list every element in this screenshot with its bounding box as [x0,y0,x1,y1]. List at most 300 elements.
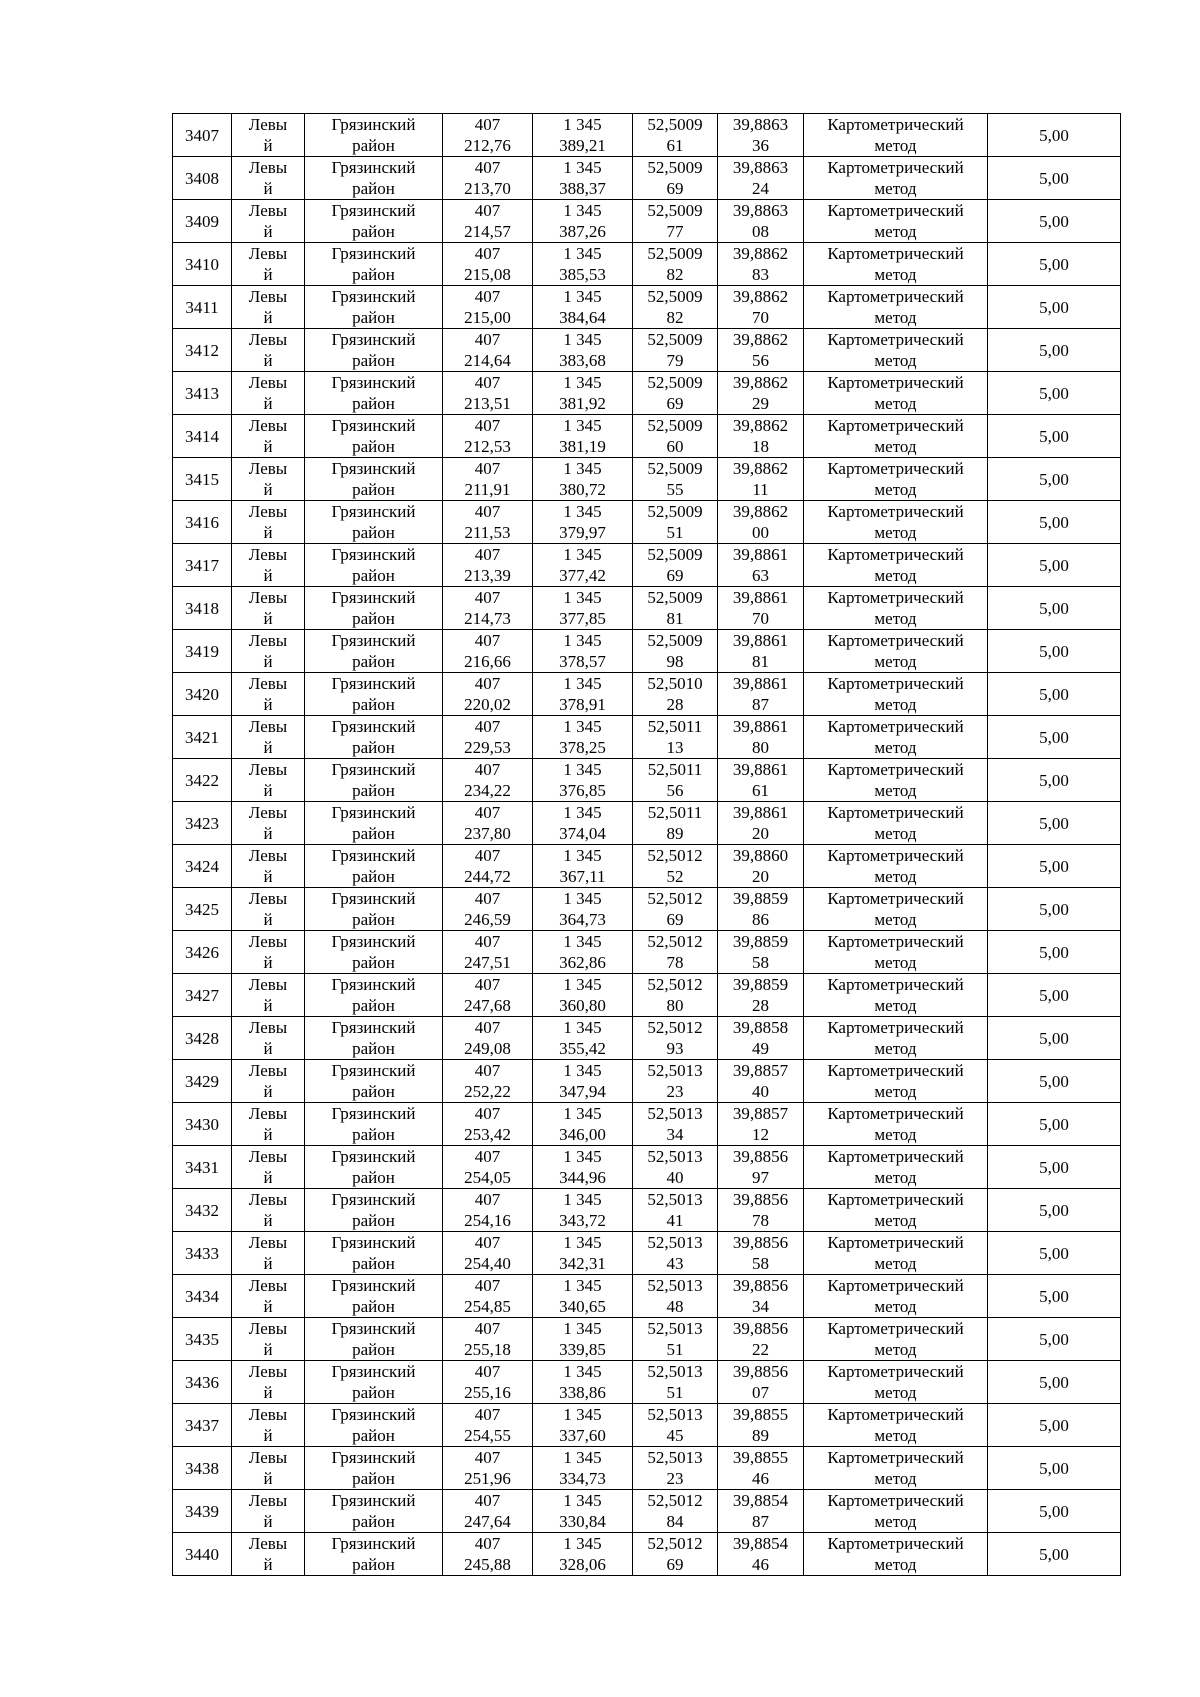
coord-x-line-1: 407 [474,631,501,650]
latitude-line-1: 52,5009 [647,201,703,220]
coord-y-line-1: 1 345 [563,1276,602,1295]
coord-y-line-1: 1 345 [563,373,602,392]
method-line-1: Картометрический [827,1362,964,1381]
longitude-line-1: 39,8863 [732,115,789,134]
district-line-1: Грязинский [331,1233,416,1252]
coord-x-cell [443,415,533,458]
coord-x-line-2: 215,00 [464,308,511,327]
bank-side-line-1: Левы [248,201,288,220]
district-line-2: район [352,437,395,456]
coord-y-cell [533,1533,633,1576]
coord-y-line-1: 1 345 [563,932,602,951]
method-line-2: метод [874,996,917,1015]
coord-y-line-1: 1 345 [563,502,602,521]
coord-y-line-2: 378,91 [559,695,606,714]
point-number-cell [173,587,232,630]
bank-side-line-1: Левы [248,631,288,650]
longitude-line-2: 87 [752,1512,769,1531]
district-cell [305,630,443,673]
point-number: 3440 [185,1544,219,1564]
coord-x-cell [443,1189,533,1232]
method-line-1: Картометрический [827,1448,964,1467]
bank-side-line-2: й [263,566,273,585]
district-line-1: Грязинский [331,1061,416,1080]
coord-x-line-2: 211,53 [464,523,511,542]
district-cell [305,1146,443,1189]
coord-y-cell [533,1017,633,1060]
coord-y-line-2: 387,26 [559,222,606,241]
table-row [173,200,1121,243]
longitude-line-1: 39,8862 [732,373,789,392]
method-line-2: метод [874,394,917,413]
bank-side-cell [232,243,305,286]
point-number: 3419 [185,641,219,661]
coord-x-line-1: 407 [474,803,501,822]
longitude-line-1: 39,8857 [732,1104,789,1123]
method-line-1: Картометрический [827,115,964,134]
method-line-1: Картометрический [827,201,964,220]
latitude-line-1: 52,5012 [647,975,703,994]
district-line-2: район [352,695,395,714]
table-row [173,458,1121,501]
longitude-line-2: 22 [752,1340,769,1359]
bank-side-line-1: Левы [248,459,288,478]
coord-x-line-1: 407 [474,416,501,435]
bank-side-line-2: й [263,1340,273,1359]
bank-side-line-2: й [263,867,273,886]
bank-side-cell [232,716,305,759]
latitude-line-2: 51 [666,1383,684,1402]
coord-x-line-1: 407 [474,287,501,306]
table-row [173,931,1121,974]
method-line-2: метод [874,1082,917,1101]
method-line-1: Картометрический [827,1104,964,1123]
longitude-cell [718,1490,804,1533]
longitude-line-1: 39,8862 [732,502,789,521]
coord-y-cell [533,845,633,888]
method-line-2: метод [874,1039,917,1058]
longitude-line-2: 86 [752,910,769,929]
point-number-cell [173,544,232,587]
longitude-cell [718,845,804,888]
longitude-line-1: 39,8861 [732,803,789,822]
coord-y-cell [533,1318,633,1361]
bank-side-line-1: Левы [248,1147,288,1166]
method-cell [804,630,988,673]
coord-y-line-1: 1 345 [563,975,602,994]
method-cell [804,1318,988,1361]
table-row [173,974,1121,1017]
method-line-1: Картометрический [827,459,964,478]
method-line-2: метод [874,867,917,886]
bank-side-cell [232,1490,305,1533]
district-cell [305,716,443,759]
point-number-cell [173,673,232,716]
method-line-1: Картометрический [827,846,964,865]
bank-side-line-1: Левы [248,244,288,263]
accuracy-value: 5,00 [1039,641,1069,661]
coord-x-cell [443,1275,533,1318]
latitude-cell [633,716,718,759]
method-line-1: Картометрический [827,1534,964,1553]
accuracy-value: 5,00 [1039,1458,1069,1478]
accuracy-value: 5,00 [1039,1114,1069,1134]
coord-y-cell [533,931,633,974]
method-line-2: метод [874,136,917,155]
coord-y-line-1: 1 345 [563,459,602,478]
coord-y-cell [533,1146,633,1189]
longitude-line-1: 39,8862 [732,330,789,349]
latitude-line-2: 69 [666,910,684,929]
coord-y-cell [533,716,633,759]
method-line-1: Картометрический [827,1147,964,1166]
accuracy-cell [988,1232,1121,1275]
longitude-line-1: 39,8856 [732,1147,789,1166]
method-line-2: метод [874,953,917,972]
district-line-2: район [352,480,395,499]
coord-x-cell [443,1361,533,1404]
latitude-line-1: 52,5011 [647,717,703,736]
bank-side-line-2: й [263,1297,273,1316]
longitude-line-1: 39,8861 [732,674,789,693]
coord-x-cell [443,845,533,888]
table-row [173,1533,1121,1576]
district-line-2: район [352,1340,395,1359]
method-line-1: Картометрический [827,1190,964,1209]
latitude-line-1: 52,5012 [647,846,703,865]
district-line-1: Грязинский [331,631,416,650]
coord-x-line-2: 249,08 [464,1039,511,1058]
district-cell [305,1189,443,1232]
accuracy-value: 5,00 [1039,1071,1069,1091]
coord-x-line-2: 213,70 [464,179,511,198]
latitude-cell [633,1060,718,1103]
longitude-line-1: 39,8863 [732,201,789,220]
method-line-2: метод [874,1125,917,1144]
method-cell [804,544,988,587]
table-row [173,114,1121,157]
longitude-line-2: 24 [752,179,769,198]
longitude-line-2: 58 [752,1254,769,1273]
coord-y-line-2: 381,92 [559,394,606,413]
accuracy-value: 5,00 [1039,168,1069,188]
coord-x-cell [443,759,533,802]
district-line-2: район [352,523,395,542]
method-cell [804,716,988,759]
latitude-line-2: 45 [666,1426,684,1445]
point-number-cell [173,759,232,802]
coord-x-line-1: 407 [474,932,501,951]
longitude-cell [718,630,804,673]
longitude-line-2: 20 [752,867,769,886]
coord-x-line-1: 407 [474,975,501,994]
coord-y-cell [533,372,633,415]
latitude-cell [633,1318,718,1361]
bank-side-line-1: Левы [248,760,288,779]
bank-side-cell [232,1232,305,1275]
coord-x-line-2: 251,96 [464,1469,511,1488]
bank-side-line-2: й [263,351,273,370]
longitude-cell [718,286,804,329]
accuracy-value: 5,00 [1039,1243,1069,1263]
table-row [173,372,1121,415]
accuracy-cell [988,1447,1121,1490]
longitude-line-1: 39,8862 [732,416,789,435]
bank-side-line-1: Левы [248,1276,288,1295]
longitude-line-1: 39,8856 [732,1233,789,1252]
table-row [173,673,1121,716]
table-row [173,888,1121,931]
longitude-line-2: 89 [752,1426,769,1445]
coord-x-line-2: 252,22 [464,1082,511,1101]
bank-side-line-2: й [263,265,273,284]
coord-x-line-2: 237,80 [464,824,511,843]
table-row [173,1404,1121,1447]
district-line-2: район [352,136,395,155]
method-line-1: Картометрический [827,717,964,736]
accuracy-value: 5,00 [1039,942,1069,962]
accuracy-cell [988,415,1121,458]
bank-side-line-2: й [263,480,273,499]
district-line-2: район [352,1125,395,1144]
coord-y-cell [533,1232,633,1275]
latitude-line-2: 78 [666,953,684,972]
method-line-1: Картометрический [827,803,964,822]
bank-side-line-2: й [263,781,273,800]
district-cell [305,544,443,587]
longitude-line-2: 70 [752,308,769,327]
table-row [173,329,1121,372]
coord-x-line-2: 247,51 [464,953,511,972]
method-cell [804,1146,988,1189]
bank-side-cell [232,200,305,243]
table-body [173,114,1121,1576]
bank-side-line-2: й [263,609,273,628]
method-cell [804,200,988,243]
coord-x-line-1: 407 [474,330,501,349]
method-line-2: метод [874,1555,917,1574]
latitude-line-2: 69 [666,394,684,413]
bank-side-line-2: й [263,953,273,972]
method-line-1: Картометрический [827,158,964,177]
latitude-line-1: 52,5013 [647,1104,703,1123]
coord-y-cell [533,286,633,329]
accuracy-value: 5,00 [1039,684,1069,704]
accuracy-cell [988,587,1121,630]
longitude-line-1: 39,8860 [732,846,789,865]
coord-y-cell [533,157,633,200]
point-number-cell [173,1490,232,1533]
bank-side-cell [232,1275,305,1318]
point-number-cell [173,157,232,200]
coord-y-line-2: 328,06 [559,1555,606,1574]
district-cell [305,587,443,630]
latitude-line-2: 23 [666,1469,684,1488]
district-line-2: район [352,1469,395,1488]
coord-x-cell [443,1404,533,1447]
latitude-cell [633,1146,718,1189]
latitude-cell [633,286,718,329]
coord-y-cell [533,1060,633,1103]
accuracy-value: 5,00 [1039,985,1069,1005]
latitude-line-1: 52,5013 [647,1276,703,1295]
method-line-1: Картометрический [827,287,964,306]
bank-side-line-2: й [263,652,273,671]
coord-x-cell [443,157,533,200]
district-line-1: Грязинский [331,889,416,908]
longitude-line-2: 20 [752,824,769,843]
accuracy-value: 5,00 [1039,125,1069,145]
latitude-line-2: 77 [666,222,684,241]
accuracy-cell [988,974,1121,1017]
coord-y-cell [533,888,633,931]
bank-side-line-1: Левы [248,1491,288,1510]
district-line-1: Грязинский [331,1276,416,1295]
coord-x-cell [443,458,533,501]
bank-side-line-1: Левы [248,1405,288,1424]
bank-side-cell [232,286,305,329]
district-line-1: Грязинский [331,115,416,134]
bank-side-cell [232,114,305,157]
table-row [173,501,1121,544]
latitude-line-1: 52,5009 [647,416,703,435]
method-line-2: метод [874,824,917,843]
longitude-cell [718,1404,804,1447]
district-line-2: район [352,1211,395,1230]
latitude-line-2: 80 [666,996,684,1015]
district-line-2: район [352,179,395,198]
method-cell [804,329,988,372]
bank-side-cell [232,1318,305,1361]
method-line-2: метод [874,609,917,628]
district-cell [305,673,443,716]
coord-x-line-2: 213,51 [464,394,511,413]
district-line-1: Грязинский [331,803,416,822]
longitude-cell [718,587,804,630]
district-line-1: Грязинский [331,1534,416,1553]
longitude-line-2: 18 [752,437,769,456]
district-line-2: район [352,953,395,972]
coord-x-line-1: 407 [474,674,501,693]
longitude-line-2: 34 [752,1297,769,1316]
bank-side-cell [232,1404,305,1447]
longitude-cell [718,888,804,931]
point-number-cell [173,372,232,415]
method-cell [804,157,988,200]
point-number-cell [173,1103,232,1146]
coord-x-line-2: 213,39 [464,566,511,585]
latitude-cell [633,1275,718,1318]
table-row [173,716,1121,759]
district-line-2: район [352,910,395,929]
longitude-line-1: 39,8861 [732,717,789,736]
method-cell [804,759,988,802]
point-number: 3417 [185,555,219,575]
point-number-cell [173,888,232,931]
coord-x-line-2: 254,05 [464,1168,511,1187]
coord-x-line-2: 214,57 [464,222,511,241]
method-cell [804,372,988,415]
latitude-line-2: 82 [666,265,684,284]
method-line-1: Картометрический [827,631,964,650]
coord-x-line-1: 407 [474,1276,501,1295]
coord-y-line-1: 1 345 [563,889,602,908]
coord-x-line-1: 407 [474,115,501,134]
district-line-1: Грязинский [331,1018,416,1037]
latitude-line-1: 52,5009 [647,244,703,263]
coord-x-line-2: 214,73 [464,609,511,628]
point-number: 3421 [185,727,219,747]
latitude-cell [633,845,718,888]
district-cell [305,1490,443,1533]
method-line-1: Картометрический [827,588,964,607]
district-line-2: район [352,1082,395,1101]
point-number-cell [173,1447,232,1490]
coord-x-cell [443,329,533,372]
accuracy-value: 5,00 [1039,340,1069,360]
district-line-1: Грязинский [331,674,416,693]
point-number-cell [173,1189,232,1232]
district-line-2: район [352,996,395,1015]
district-cell [305,802,443,845]
latitude-line-2: 89 [666,824,684,843]
latitude-cell [633,974,718,1017]
bank-side-cell [232,888,305,931]
accuracy-value: 5,00 [1039,813,1069,833]
district-cell [305,415,443,458]
bank-side-line-1: Левы [248,803,288,822]
point-number: 3410 [185,254,219,274]
accuracy-cell [988,157,1121,200]
district-line-1: Грязинский [331,244,416,263]
district-cell [305,974,443,1017]
district-line-1: Грязинский [331,588,416,607]
method-line-1: Картометрический [827,932,964,951]
point-number-cell [173,1060,232,1103]
coord-x-line-2: 214,64 [464,351,511,370]
district-line-2: район [352,781,395,800]
district-line-2: район [352,394,395,413]
latitude-line-1: 52,5009 [647,459,703,478]
longitude-line-2: 49 [752,1039,769,1058]
latitude-cell [633,931,718,974]
accuracy-cell [988,1189,1121,1232]
method-cell [804,286,988,329]
method-line-1: Картометрический [827,1233,964,1252]
accuracy-cell [988,1404,1121,1447]
longitude-cell [718,1533,804,1576]
district-cell [305,1404,443,1447]
latitude-line-1: 52,5009 [647,502,703,521]
district-line-1: Грязинский [331,1104,416,1123]
coord-y-line-2: 379,97 [559,523,606,542]
bank-side-line-2: й [263,1383,273,1402]
point-number-cell [173,845,232,888]
longitude-line-2: 11 [752,480,769,499]
district-line-1: Грязинский [331,416,416,435]
latitude-line-2: 43 [666,1254,684,1273]
coord-x-cell [443,200,533,243]
method-line-2: метод [874,738,917,757]
table-row [173,1146,1121,1189]
method-cell [804,931,988,974]
longitude-line-2: 36 [752,136,769,155]
method-line-1: Картометрический [827,545,964,564]
coord-x-line-1: 407 [474,158,501,177]
coord-y-line-2: 362,86 [559,953,606,972]
method-cell [804,1060,988,1103]
accuracy-value: 5,00 [1039,426,1069,446]
